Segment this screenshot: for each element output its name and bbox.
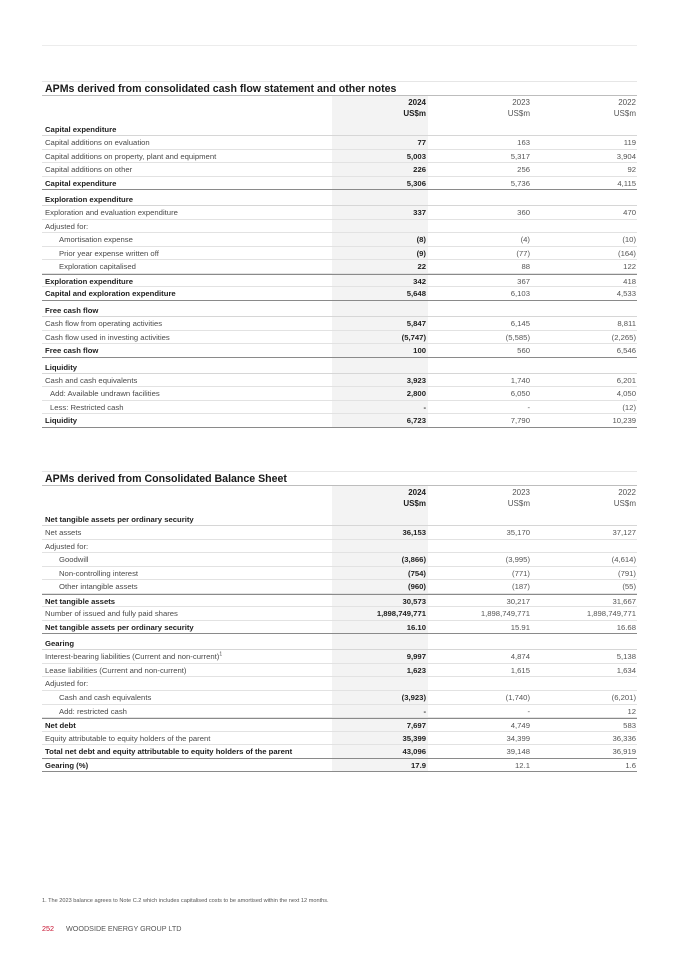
value-2024: - [423,402,426,412]
value-2023: 39,148 [506,747,530,757]
table-row [42,580,637,594]
value-2023: 88 [521,262,530,272]
value-2023: 560 [517,346,530,356]
table-row [42,553,637,567]
value-2022: (12) [622,402,636,412]
row-label: Equity attributable to equity holders of the parent [45,733,211,743]
highlight-cell [332,120,428,135]
value-2024: 16.10 [406,622,426,632]
value-2024: (8) [416,235,426,245]
value-2024: 17.9 [411,760,426,770]
total-row [42,274,637,288]
row-label: Cash flow used in investing activities [45,332,170,342]
highlight-cell [332,677,428,690]
value-2022: 36,919 [612,747,636,757]
value-2024: 22 [417,262,426,272]
table-row [42,705,637,719]
value-2024: 36,153 [402,528,426,537]
total-row [42,177,637,191]
value-2024: 5,648 [406,289,426,299]
value-2024: 9,997 [406,652,426,662]
total-row [42,414,637,428]
value-2023: 367 [517,276,530,286]
value-2023: 1,898,749,771 [480,609,530,619]
row-label: Cash and cash equivalents [45,375,138,385]
row-label: Adjusted for: [45,541,89,551]
value-2024: 6,723 [406,416,426,426]
value-2022: 36,336 [612,733,636,743]
cashflow-apm-table [42,81,637,428]
value-2023: 6,103 [510,289,530,299]
table-row [42,331,637,345]
highlight-cell [332,358,428,373]
value-2022: (164) [618,248,636,258]
total-row [42,621,637,635]
group-heading-row [42,634,637,650]
row-label: Number of issued and fully paid shares [45,609,178,619]
table-row [42,677,637,691]
row-label: Total net debt and equity attributable to equity holders of the parent [45,747,293,757]
table-body [42,120,637,428]
value-2023: 360 [517,208,530,218]
header-2024: 2024 US$m [403,98,426,118]
value-2022: (2,265) [611,332,636,342]
value-2024: 1,623 [406,665,426,675]
value-2022: 119 [623,138,636,147]
total-row [42,287,637,301]
footnote-marker: 1 [219,651,223,658]
company-name: WOODSIDE ENERGY GROUP LTD [66,924,182,933]
value-2023: 6,050 [510,389,530,399]
table-row [42,387,637,401]
row-label: Exploration expenditure [45,276,133,286]
row-label: Lease liabilities (Current and non-current) [45,665,187,675]
table-row [42,607,637,621]
value-2022: 1.6 [625,760,636,770]
value-2023: 163 [517,138,530,147]
row-label: Liquidity [45,362,78,372]
row-label: Amortisation expense [59,235,133,245]
row-label: Cash flow from operating activities [45,319,163,329]
table-row [42,374,637,388]
table-row [42,664,637,678]
value-2024: 77 [417,138,426,147]
row-label: Free cash flow [45,346,99,356]
value-2024: 7,697 [406,721,426,731]
header-2022: 2022 US$m [613,98,636,118]
value-2023: 1,740 [510,375,530,385]
value-2023: 5,317 [510,151,530,161]
row-label: Add: restricted cash [59,706,127,716]
row-label: Other intangible assets [59,582,138,592]
value-2023: (77) [516,248,530,258]
section-title: APMs derived from Consolidated Balance Sheet [42,471,637,486]
table-row [42,136,637,150]
group-heading-row [42,120,637,136]
value-2024: (5,747) [401,332,426,342]
value-2022: 4,533 [616,289,636,299]
page-footer [42,924,181,933]
value-2022: 92 [627,165,636,175]
table-row [42,691,637,705]
value-2023: 1,615 [510,665,530,675]
value-2022: 1,898,749,771 [586,609,636,619]
value-2022: 10,239 [612,416,636,426]
value-2022: 8,811 [617,319,636,329]
value-2023: (1,740) [505,693,530,703]
highlight-cell [332,634,428,649]
row-label: Gearing [45,639,75,649]
value-2023: 4,749 [510,721,530,731]
row-label: Gearing (%) [45,760,89,770]
row-label: Capital expenditure [45,178,117,188]
value-2022: 5,138 [616,652,636,662]
value-2024: 5,306 [406,178,426,188]
table-row [42,260,637,274]
value-2024: (9) [416,248,426,258]
value-2024: 5,847 [406,319,426,329]
header-2023: 2023 US$m [507,488,530,508]
value-2022: 3,904 [616,151,636,161]
row-label: Net debt [45,721,76,731]
value-2023: - [527,402,530,412]
value-2022: 418 [623,276,636,286]
value-2024: - [423,706,426,716]
row-label: Non-controlling interest [59,568,139,578]
value-2024: (3,923) [401,693,426,703]
group-heading-row [42,301,637,317]
value-2022: (55) [622,582,636,592]
row-label: Less: Restricted cash [50,402,124,412]
value-2023: (771) [512,568,530,578]
value-2023: - [527,706,530,716]
row-label: Net tangible assets [45,596,116,606]
value-2024: (3,866) [401,555,426,565]
table-body [42,510,637,772]
value-2024: 3,923 [406,375,426,385]
table-row [42,150,637,164]
table-row [42,247,637,261]
value-2023: 35,170 [506,528,530,537]
footnote: 1. The 2023 balance agrees to Note C.2 which includes capitalised costs to be amortised within the next 12 months. [42,898,329,904]
value-2022: 12 [627,706,636,716]
value-2024: 2,800 [406,389,426,399]
value-2022: 4,115 [617,178,636,188]
value-2023: 5,736 [510,178,530,188]
top-rule [42,45,637,46]
value-2024: 337 [413,208,426,218]
table-row [42,163,637,177]
header-2022: 2022 US$m [613,488,636,508]
value-2023: (3,995) [505,555,530,565]
highlight-cell [332,190,428,205]
value-2023: 34,399 [506,733,530,743]
value-2023: (187) [512,582,530,592]
row-label: Net tangible assets per ordinary security [45,622,194,632]
value-2024: 30,573 [402,596,426,606]
row-label: Net assets [45,528,82,537]
value-2022: 1,634 [616,665,636,675]
value-2022: 4,050 [616,389,636,399]
value-2024: 35,399 [402,733,426,743]
value-2022: 470 [623,208,636,218]
value-2022: 583 [623,721,636,731]
group-heading-row [42,358,637,374]
value-2024: 43,096 [402,747,426,757]
total-row [42,594,637,608]
total-row [42,344,637,358]
highlight-cell [332,301,428,316]
row-label: Add: Available undrawn facilities [50,389,160,399]
value-2023: 256 [517,165,530,175]
group-heading-row [42,510,637,526]
table-row [42,650,637,664]
highlight-cell [332,510,428,525]
value-2023: 12.1 [515,760,530,770]
header-2024: 2024 US$m [403,488,426,508]
row-label: Liquidity [45,416,78,426]
value-2024: (960) [408,582,426,592]
row-label: Capital additions on other [45,165,133,175]
group-heading-row [42,190,637,206]
value-2024: 342 [413,276,426,286]
table-row [42,401,637,415]
table-row [42,233,637,247]
balance-sheet-apm-table [42,471,637,772]
total-row [42,745,637,759]
value-2024: 1,898,749,771 [376,609,426,619]
row-label: Exploration capitalised [59,262,136,272]
value-2022: (4,614) [611,555,636,565]
value-2024: 100 [413,346,426,356]
value-2023: 15.91 [510,622,530,632]
row-label: Capital additions on property, plant and equipment [45,151,217,161]
table-row [42,567,637,581]
total-row [42,718,637,732]
table-row [42,732,637,746]
row-label: Adjusted for: [45,679,89,689]
total-row [42,759,637,773]
value-2022: (10) [622,235,636,245]
value-2022: 6,546 [616,346,636,356]
row-label: Capital additions on evaluation [45,138,150,147]
table-row [42,540,637,554]
value-2024: 226 [413,165,426,175]
row-label: Free cash flow [45,306,99,316]
value-2023: (5,585) [505,332,530,342]
row-label: Goodwill [59,555,89,565]
value-2023: (4) [520,235,530,245]
value-2023: 4,874 [510,652,530,662]
value-2024: 5,003 [406,151,426,161]
row-label: Capital and exploration expenditure [45,289,176,299]
value-2023: 6,145 [510,319,530,329]
row-label: Prior year expense written off [59,248,159,258]
value-2022: 16.68 [616,622,636,632]
page-number: 252 [42,924,54,933]
table-row [42,317,637,331]
header-2023: 2023 US$m [507,98,530,118]
value-2022: 122 [623,262,636,272]
row-label: Capital expenditure [45,125,117,134]
row-label: Interest-bearing liabilities (Current and non-current)$^1$ [45,651,223,662]
row-label: Adjusted for: [45,221,89,231]
value-2022: (6,201) [611,693,636,703]
table-row [42,206,637,220]
row-label: Exploration and evaluation expenditure [45,208,178,218]
value-2022: (791) [618,568,636,578]
table-header [42,486,637,510]
value-2022: 6,201 [616,375,636,385]
row-label: Net tangible assets per ordinary security [45,515,194,524]
value-2022: 31,667 [612,596,636,606]
value-2024: (754) [408,568,426,578]
value-2023: 30,217 [506,596,530,606]
section-title: APMs derived from consolidated cash flow statement and other notes [42,81,637,96]
value-2023: 7,790 [510,416,530,426]
value-2022: 37,127 [612,528,636,537]
highlight-cell [332,220,428,233]
table-header [42,96,637,120]
table-row [42,526,637,540]
row-label: Exploration expenditure [45,195,133,205]
table-row [42,220,637,234]
row-label: Cash and cash equivalents [59,693,152,703]
highlight-cell [332,540,428,553]
